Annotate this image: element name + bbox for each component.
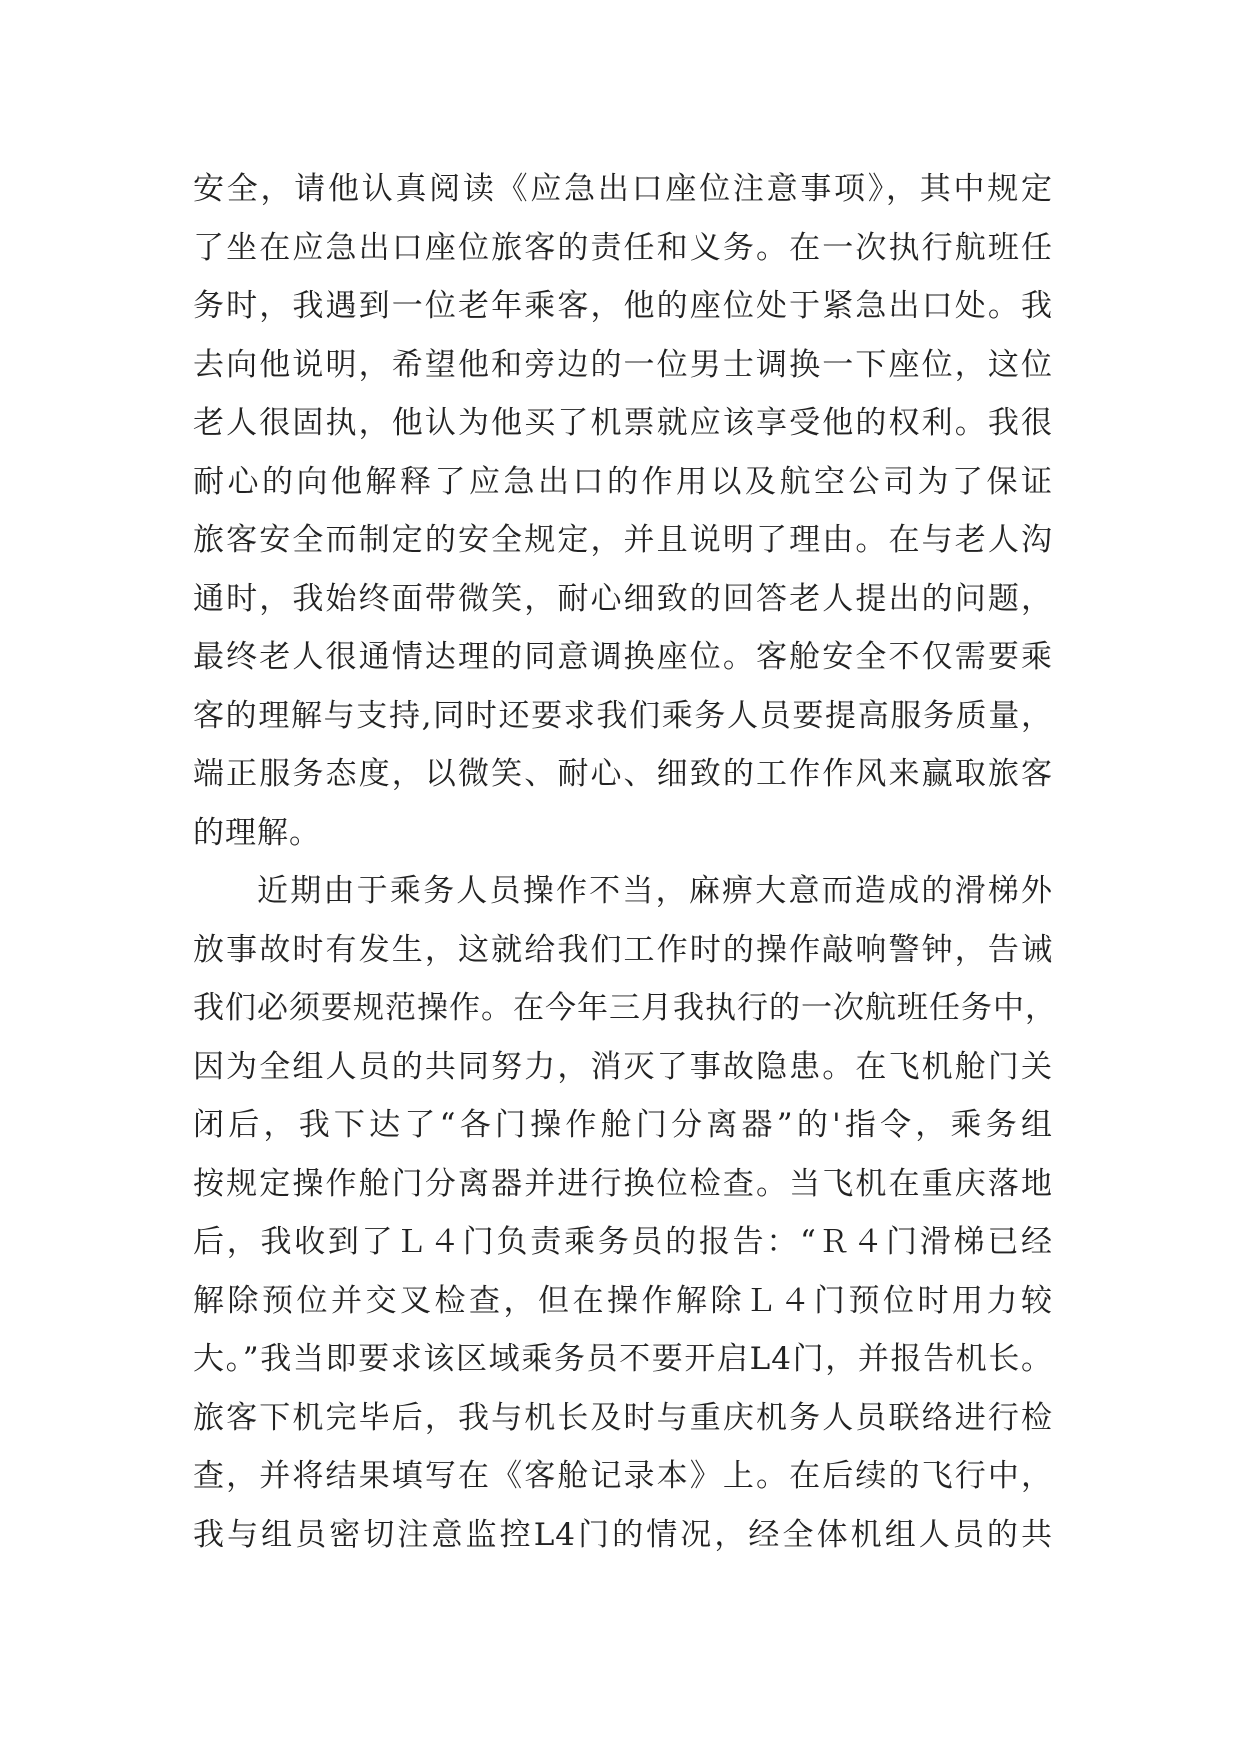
- text-line: 了坐在应急出口座位旅客的责任和义务。在一次执行航班任: [193, 229, 1053, 266]
- text-line: 我与组员密切注意监控L4门的情况，经全体机组人员的共: [193, 1516, 1053, 1553]
- text-line: 旅客安全而制定的安全规定，并且说明了理由。在与老人沟: [193, 522, 1053, 558]
- paragraph-1: [193, 160, 1053, 862]
- text-line: 旅客下机完毕后，我与机长及时与重庆机务人员联络进行检: [193, 1399, 1053, 1436]
- text-line: 闭后，我下达了“各门操作舱门分离器”的'指令，乘务组: [193, 1107, 1053, 1143]
- text-line: 我们必须要规范操作。在今年三月我执行的一次航班任务中，: [193, 990, 1057, 1026]
- text-line: 放事故时有发生，这就给我们工作时的操作敲响警钟，告诫: [193, 931, 1053, 968]
- text-line: 去向他说明，希望他和旁边的一位男士调换一下座位，这位: [193, 346, 1053, 383]
- paragraph-2: [193, 862, 1057, 1564]
- text-line: 耐心的向他解释了应急出口的作用以及航空公司为了保证: [193, 463, 1053, 500]
- text-line: 解除预位并交叉检查，但在操作解除Ｌ４门预位时用力较: [193, 1282, 1053, 1319]
- text-line: 因为全组人员的共同努力，消灭了事故隐患。在飞机舱门关: [193, 1048, 1053, 1085]
- text-line: 后，我收到了Ｌ４门负责乘务员的报告：“Ｒ４门滑梯已经: [193, 1224, 1053, 1260]
- text-line: 客的理解与支持,同时还要求我们乘务人员要提高服务质量，: [193, 697, 1053, 734]
- text-line: 按规定操作舱门分离器并进行换位检查。当飞机在重庆落地: [193, 1165, 1053, 1202]
- text-line: 务时，我遇到一位老年乘客，他的座位处于紧急出口处。我: [193, 288, 1053, 324]
- text-line: 的理解。: [193, 814, 321, 851]
- text-line: 安全，请他认真阅读《应急出口座位注意事项》，其中规定: [193, 171, 1053, 207]
- text-line: 通时，我始终面带微笑，耐心细致的回答老人提出的问题，: [193, 580, 1053, 617]
- text-line: 老人很固执，他认为他买了机票就应该享受他的权利。我很: [193, 405, 1053, 441]
- text-line: 近期由于乘务人员操作不当，麻痹大意而造成的滑梯外: [257, 873, 1053, 909]
- text-line: 查，并将结果填写在《客舱记录本》上。在后续的飞行中，: [193, 1458, 1053, 1494]
- text-line: 大。”我当即要求该区域乘务员不要开启L4门，并报告机长。: [193, 1341, 1053, 1377]
- text-line: 最终老人很通情达理的同意调换座位。客舱安全不仅需要乘: [193, 639, 1053, 675]
- text-line: 端正服务态度，以微笑、耐心、细致的工作作风来赢取旅客: [193, 756, 1053, 792]
- document-body: [193, 160, 1057, 1564]
